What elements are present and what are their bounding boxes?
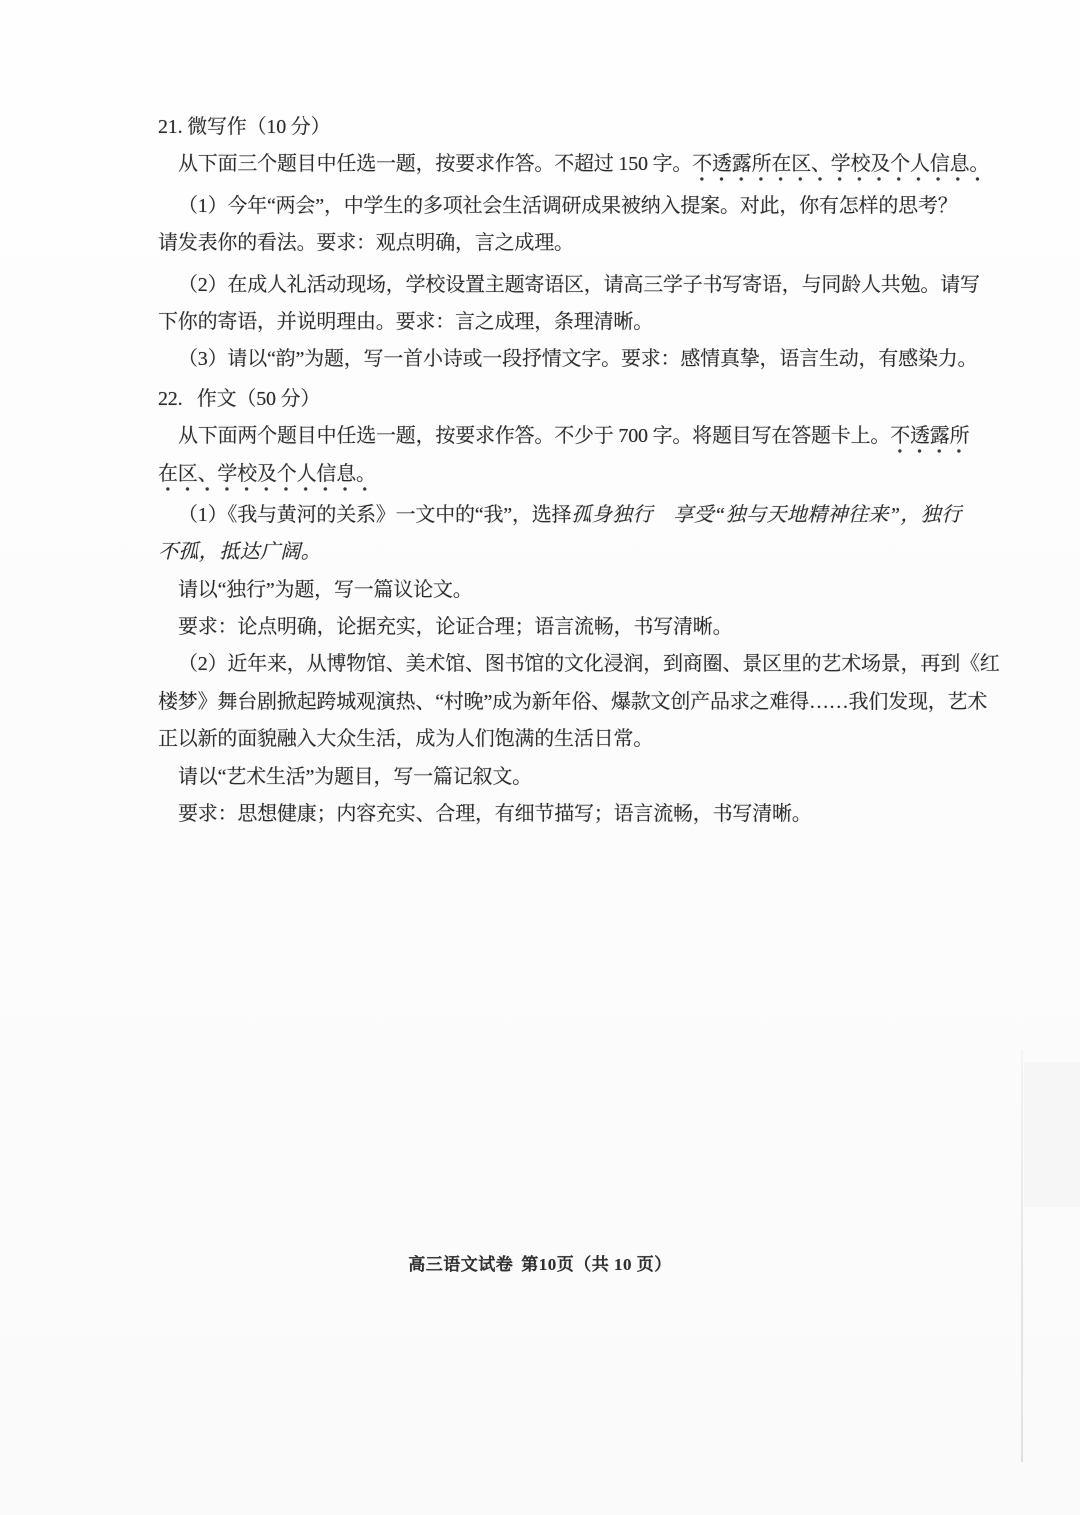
text-run: （1）《我与黄河的关系》一文中的“我”，选择 bbox=[178, 503, 572, 526]
text-run: 21. 微写作（10 分） bbox=[158, 116, 331, 138]
text-run: （3）请以“韵”为题，写一首小诗或一段抒情文字。要求：感情真挚，语言生动，有感染力。 bbox=[178, 348, 978, 371]
text-line-17 bbox=[158, 721, 958, 758]
emphasized-text: 不透露所 bbox=[890, 425, 969, 454]
text-run: 正以新的面貌融入大众生活，成为人们饱满的生活日常。 bbox=[158, 728, 653, 751]
page-footer bbox=[0, 1250, 1080, 1275]
document-body bbox=[158, 109, 1000, 833]
text-line-11 bbox=[158, 497, 962, 534]
text-line-15 bbox=[158, 646, 1000, 683]
text-line-18 bbox=[158, 759, 958, 796]
text-run: （2）在成人礼活动现场，学校设置主题寄语区，请高三学子书写寄语，与同龄人共勉。请写 bbox=[178, 273, 980, 296]
text-run: 要求：思想健康；内容充实、合理，有细节描写；语言流畅，书写清晰。 bbox=[178, 803, 812, 826]
text-run: 要求：论点明确，论据充实，论证合理；语言流畅，书写清晰。 bbox=[178, 616, 733, 639]
text-line-7 bbox=[158, 341, 978, 378]
text-line-10 bbox=[158, 456, 958, 493]
scan-artifact-line bbox=[1021, 1050, 1023, 1462]
text-run: 下你的寄语，并说明理由。要求：言之成理，条理清晰。 bbox=[158, 310, 653, 333]
text-line-3 bbox=[158, 188, 958, 225]
text-line-12 bbox=[158, 534, 958, 571]
text-line-8 bbox=[158, 381, 958, 418]
text-line-1 bbox=[158, 109, 958, 146]
text-line-5 bbox=[158, 267, 980, 304]
text-line-16 bbox=[158, 684, 988, 721]
text-line-4 bbox=[158, 225, 958, 262]
text-line-13 bbox=[158, 572, 958, 609]
text-line-14 bbox=[158, 609, 958, 646]
text-run: （1）今年“两会”，中学生的多项社会生活调研成果被纳入提案。对此，你有怎样的思考？ bbox=[178, 194, 958, 217]
quoted-kaiti-text: 不孤，抵达广阔。 bbox=[158, 541, 322, 564]
text-run: 22. 作文（50 分） bbox=[158, 387, 321, 410]
footer-page-number: 第10页（共 10 页） bbox=[521, 1255, 672, 1274]
quoted-kaiti-text: 孤身独行 享受“独与天地精神往来”，独行 bbox=[571, 503, 962, 526]
text-run: 从下面两个题目中任选一题，按要求作答。不少于 700 字。将题目写在答题卡上。 bbox=[178, 425, 891, 448]
text-run: 请发表你的看法。要求：观点明确，言之成理。 bbox=[158, 232, 574, 255]
text-run: 请以“独行”为题，写一篇议论文。 bbox=[178, 578, 473, 601]
text-run: 从下面三个题目中任选一题，按要求作答。不超过 150 字。 bbox=[178, 153, 693, 176]
emphasized-text: 在区、学校及个人信息。 bbox=[158, 463, 376, 492]
scan-artifact-band bbox=[1024, 1062, 1080, 1207]
text-line-9 bbox=[158, 418, 970, 455]
text-run: 楼梦》舞台剧掀起跨城观演热、“村晚”成为新年俗、爆款文创产品求之难得……我们发现，艺术 bbox=[158, 690, 988, 713]
text-line-6 bbox=[158, 304, 958, 341]
text-line-19 bbox=[158, 796, 958, 833]
text-run: （2）近年来，从博物馆、美术馆、图书馆的文化浸润，到商圈、景区里的艺术场景，再到《红 bbox=[178, 653, 1000, 676]
text-run: 请以“艺术生活”为题目，写一篇记叙文。 bbox=[178, 765, 532, 788]
text-line-2 bbox=[158, 146, 990, 183]
footer-exam-title: 高三语文试卷 bbox=[408, 1255, 514, 1274]
emphasized-text: 不透露所在区、学校及个人信息。 bbox=[692, 153, 989, 182]
